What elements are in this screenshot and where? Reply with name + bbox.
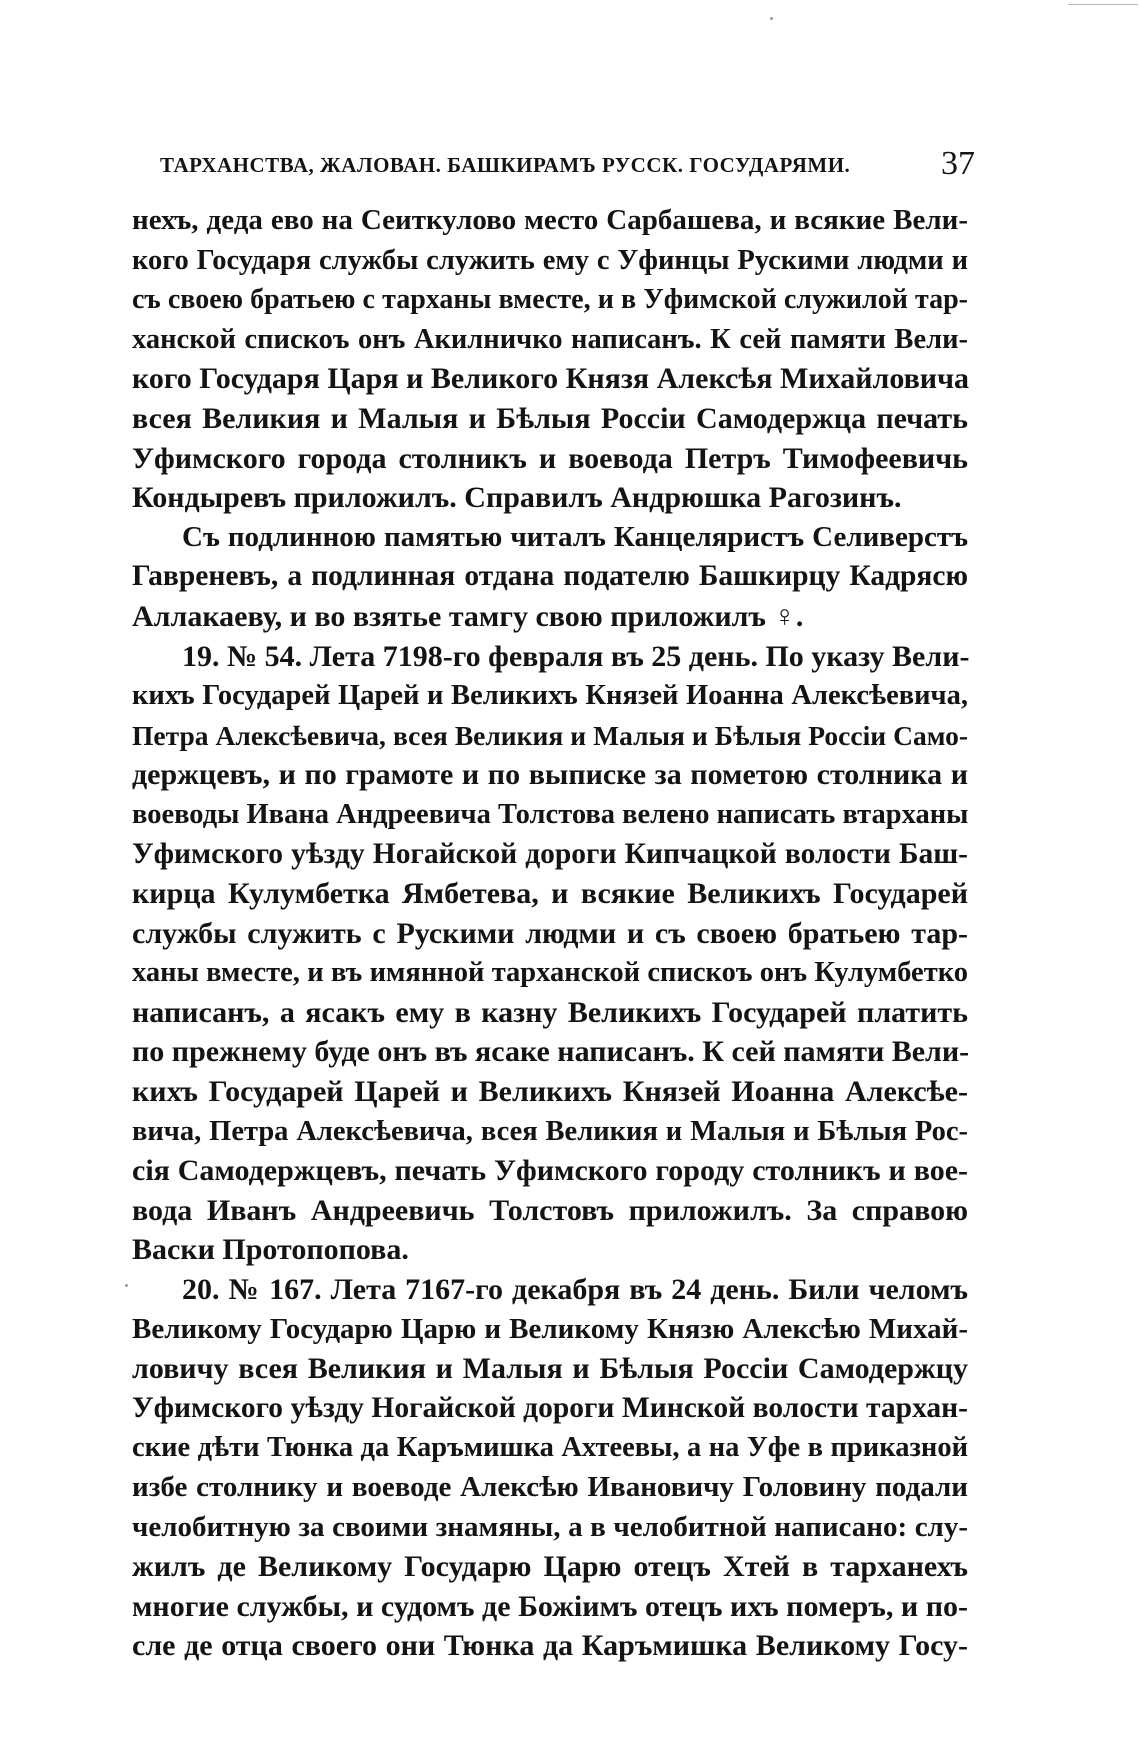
- text-line: сія Самодержцевъ, печать Уфимского городу столникъ и вое-: [132, 1154, 968, 1188]
- text-line: кирца Кулумбетка Ямбетева, и всякие Великихъ Государей: [132, 877, 968, 911]
- text-line: ханской спискоъ онъ Акилничко написанъ. К сей памяти Вели-: [132, 323, 968, 355]
- text-line: избе столнику и воеводе Алексѣю Ивановичу Головину подали: [132, 1471, 968, 1503]
- text-line: ханы вместе, и въ имянной тарханской спискоъ онъ Кулумбетко: [132, 957, 968, 989]
- text-line: сле де отца своего они Тюнка да Каръмишка Великому Госу-: [132, 1629, 968, 1663]
- text-line: кого Государя службы служить ему с Уфинцы Рускими людми и: [132, 244, 968, 276]
- scan-speck: [125, 1284, 128, 1287]
- text-line: вича, Петра Алексѣевича, всея Великия и Малыя и Бѣлыя Рос-: [132, 1115, 968, 1147]
- text-line: воеводы Ивана Андреевича Толстова велено написать втарханы: [132, 798, 969, 830]
- text-line: службы служить с Рускими людми и съ своею братьею тар-: [132, 916, 968, 950]
- text-line: Гавреневъ, а подлинная отдана подателю Башкирцу Кадрясю: [132, 560, 968, 593]
- text-line: Съ подлинною памятью читалъ Канцеляристъ Селиверстъ: [182, 520, 968, 553]
- text-line: многие службы, и судомъ де Божіимъ отецъ ихъ померъ, и по-: [132, 1589, 968, 1623]
- text-line: Петра Алексѣевича, всея Великия и Малыя и Бѣлыя Россіи Само-: [132, 719, 968, 751]
- text-line: Уфимского уѣзду Ногайской дороги Минской волости тархан-: [132, 1391, 968, 1424]
- text-line: Уфимского города столникъ и воевода Петръ Тимофеевичь: [132, 441, 968, 475]
- text-line: Уфимского уѣзду Ногайской дороги Кипчацкой волости Баш-: [132, 837, 968, 870]
- text-line: 19. № 54. Лета 7198-го февраля въ 25 день. По указу Вели-: [182, 639, 970, 673]
- scan-speck: [770, 17, 773, 20]
- text-line: Великому Государю Царю и Великому Князю Алексѣю Михай-: [132, 1312, 968, 1345]
- text-line: челобитную за своими знамяны, а в челобитной написано: слу-: [132, 1510, 968, 1543]
- text-line: жилъ де Великому Государю Царю отецъ Хтей в тарханехъ: [132, 1550, 968, 1584]
- body-text: [132, 201, 968, 1666]
- text-line: 20. № 167. Лета 7167-го декабря въ 24 день. Били челомъ: [182, 1273, 968, 1307]
- running-title: ТАРХАНСТВА, ЖАЛОВАН. БАШКИРАМЪ РУССК. ГОСУДАРЯМИ.: [160, 153, 851, 177]
- text-line: кого Государя Царя и Великого Князя Алексѣя Михайловича: [132, 362, 970, 396]
- text-line: Аллакаеву, и во взятье тамгу свою приложилъ ♀.: [132, 599, 804, 633]
- text-line: вода Иванъ Андреевичь Толстовъ приложилъ. За справою: [132, 1193, 968, 1227]
- text-line: съ своею братьею с тарханы вместе, и в Уфимской служилой тар-: [132, 284, 968, 316]
- page-number: 37: [941, 145, 975, 182]
- text-line: Кондыревъ приложилъ. Справилъ Андрюшка Рагозинъ.: [132, 481, 902, 515]
- running-header: [160, 145, 975, 189]
- text-line: держцевъ, и по грамоте и по выписке за пометою столника и: [132, 758, 968, 792]
- text-line: кихъ Государей Царей и Великихъ Князей Иоанна Алексѣевича,: [132, 680, 968, 712]
- text-line: ловичу всея Великия и Малыя и Бѣлыя Россіи Самодержцу: [132, 1352, 968, 1386]
- scan-edge-mark: [1068, 4, 1138, 5]
- text-line: по прежнему буде онъ въ ясаке написанъ. К сей памяти Вели-: [132, 1035, 970, 1069]
- text-line: ские дѣти Тюнка да Каръмишка Ахтеевы, а на Уфе в приказной: [132, 1432, 968, 1464]
- text-line: кихъ Государей Царей и Великихъ Князей Иоанна Алексѣе-: [132, 1075, 968, 1109]
- text-line: всея Великия и Малыя и Бѣлыя Россіи Самодержца печать: [132, 401, 968, 435]
- text-line: нехъ, деда ево на Сеиткулово место Сарбашева, и всякие Вели-: [132, 204, 968, 236]
- text-line: написанъ, а ясакъ ему в казну Великихъ Государей платить: [132, 995, 968, 1029]
- text-line: Васки Протопопова.: [132, 1233, 409, 1267]
